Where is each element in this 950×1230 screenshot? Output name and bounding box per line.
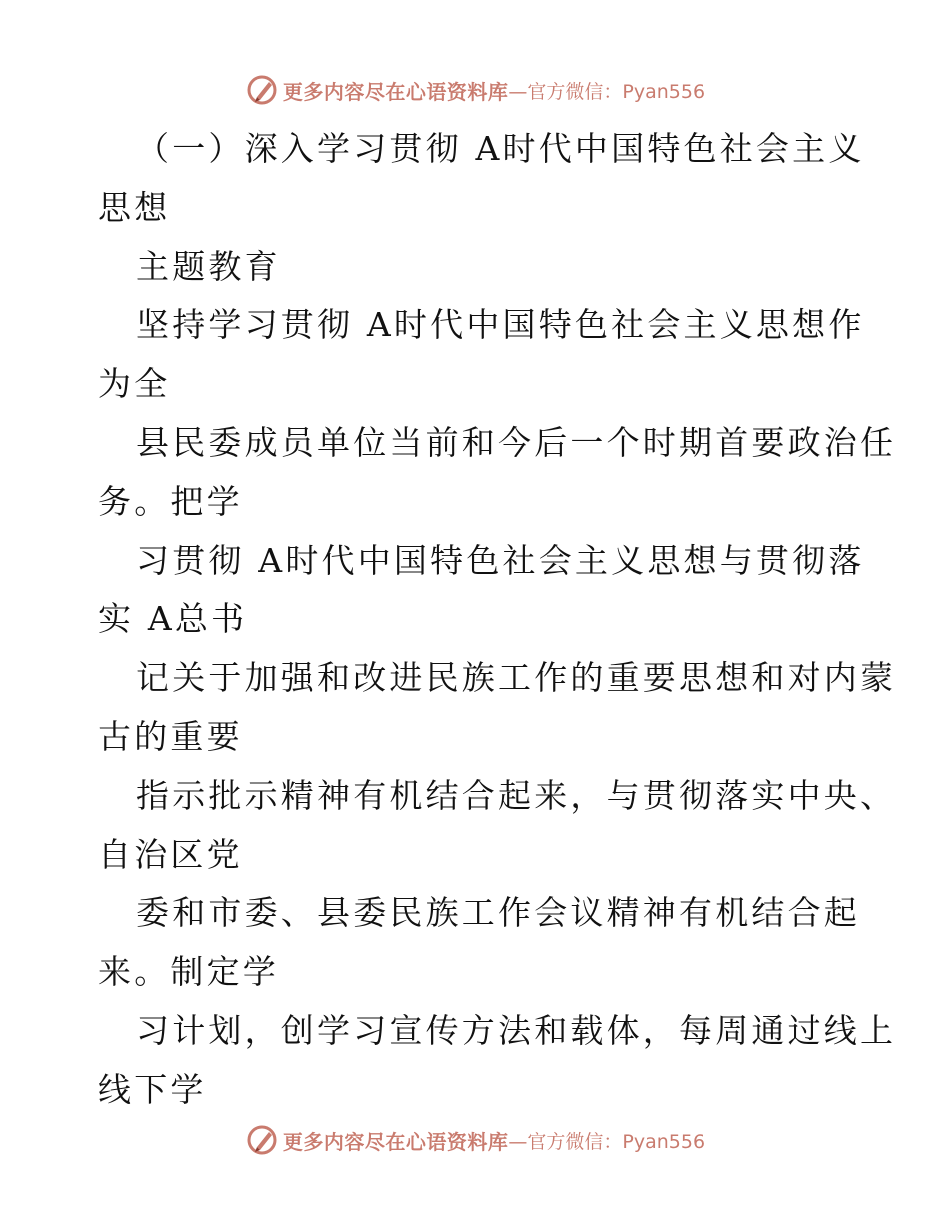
text-line: 线下学 [98, 1069, 207, 1109]
footer-banner [0, 1120, 950, 1160]
footer-banner-wechat: —官方微信：Pyan556 [508, 1130, 706, 1153]
text-line: 实 A总书 [98, 599, 248, 639]
pen-logo-icon [245, 73, 279, 107]
document-body [98, 120, 897, 1120]
text-line: 习贯彻 A时代中国特色社会主义思想与贯彻落 [136, 540, 865, 580]
text-line: 记关于加强和改进民族工作的重要思想和对内蒙 [136, 658, 897, 698]
pen-logo-icon [245, 1123, 279, 1157]
text-line: 指示批示精神有机结合起来，与贯彻落实中央、 [136, 775, 897, 815]
text-line: 坚持学习贯彻 A时代中国特色社会主义思想作 [136, 305, 865, 345]
text-line: 习计划，创学习宣传方法和载体，每周通过线上 [136, 1010, 897, 1050]
text-line: 古的重要 [98, 716, 243, 756]
text-line: 县民委成员单位当前和今后一个时期首要政治任 [136, 422, 897, 462]
text-line: 委和市委、县委民族工作会议精神有机结合起 [136, 893, 860, 933]
text-line: 思想 [98, 187, 171, 227]
footer-banner-title: 更多内容尽在心语资料库 [282, 1129, 509, 1154]
text-line: （一）深入学习贯彻 A时代中国特色社会主义 [136, 129, 865, 168]
text-line: 自治区党 [98, 834, 243, 874]
text-line: 来。制定学 [98, 952, 279, 992]
header-banner-title: 更多内容尽在心语资料库 [282, 79, 509, 104]
text-line: 为全 [98, 364, 171, 404]
text-line: 务。把学 [98, 481, 243, 521]
header-banner [0, 70, 950, 110]
header-banner-wechat: —官方微信：Pyan556 [508, 80, 706, 103]
text-line: 主题教育 [136, 246, 281, 286]
